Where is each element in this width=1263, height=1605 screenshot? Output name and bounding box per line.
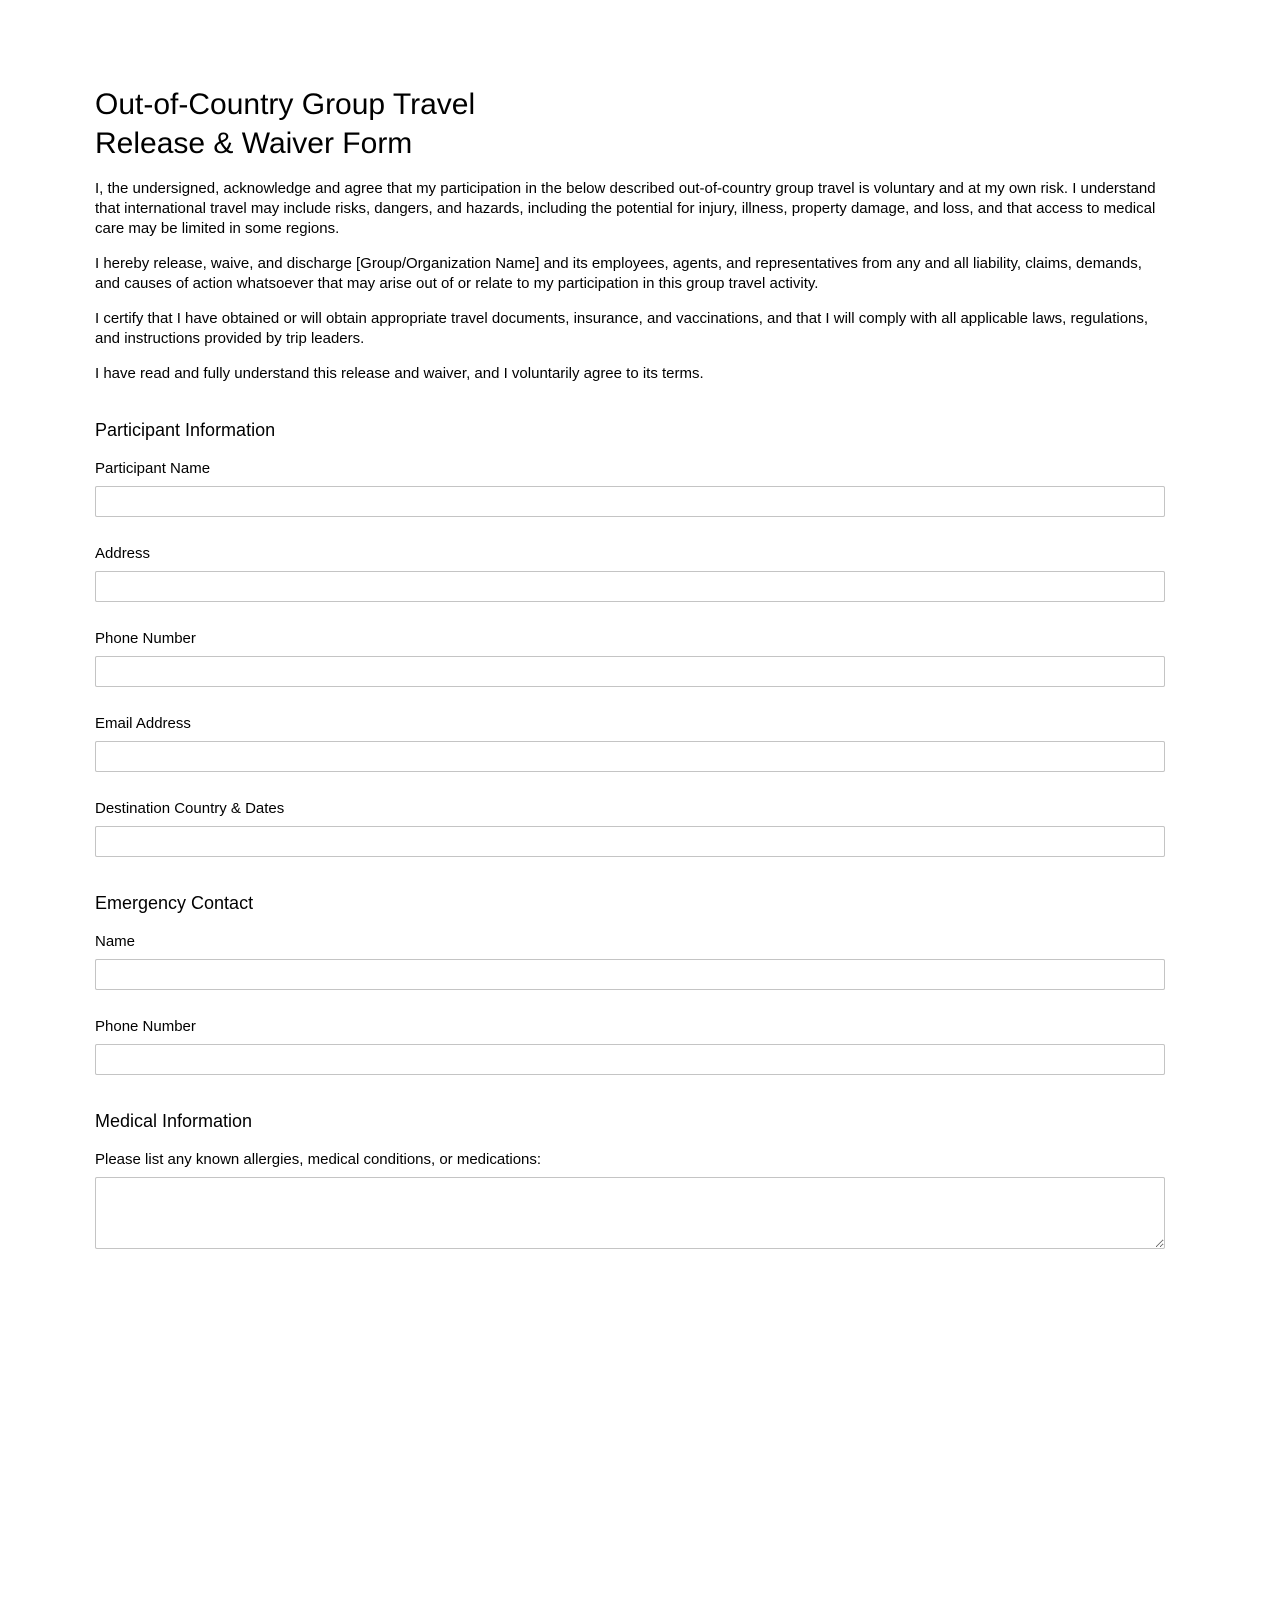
address-field [95, 545, 1165, 602]
emergency-phone-label: Phone Number [95, 1018, 196, 1035]
emergency-phone-field [95, 1018, 1165, 1075]
intro-paragraph-agreement: I have read and fully understand this release and waiver, and I voluntarily agree to its terms. [95, 365, 704, 382]
section-medical-information [95, 1111, 1165, 1249]
email-address-input[interactable] [95, 741, 1165, 772]
email-address-field [95, 715, 1165, 772]
medical-info-textarea[interactable] [95, 1177, 1165, 1249]
emergency-contact-heading: Emergency Contact [95, 893, 254, 913]
phone-number-label: Phone Number [95, 630, 196, 647]
section-emergency-contact [95, 893, 1165, 1075]
page-title [95, 85, 1165, 163]
medical-info-field [95, 1151, 1165, 1249]
emergency-name-label: Name [95, 933, 136, 950]
participant-name-label: Participant Name [95, 460, 211, 477]
participant-information-heading: Participant Information [95, 420, 276, 440]
participant-name-field [95, 460, 1165, 517]
medical-information-heading: Medical Information [95, 1111, 253, 1131]
section-participant-information [95, 420, 1165, 857]
phone-number-field [95, 630, 1165, 687]
page-title-line-1: Out-of-Country Group Travel [95, 88, 476, 121]
emergency-name-input[interactable] [95, 959, 1165, 990]
phone-number-input[interactable] [95, 656, 1165, 687]
participant-name-input[interactable] [95, 486, 1165, 517]
emergency-phone-input[interactable] [95, 1044, 1165, 1075]
page-title-line-2: Release & Waiver Form [95, 127, 413, 160]
intro-paragraph-risk: I, the undersigned, acknowledge and agree that my participation in the below described out-of-country group travel is voluntary and at my own risk. I understand that international travel may include risks, dangers, and hazards, including the potential for injury, illness, property damage, and loss, and that access to medical care may be limited in some regions. [95, 180, 1156, 237]
address-input[interactable] [95, 571, 1165, 602]
destination-field [95, 800, 1165, 857]
address-label: Address [95, 545, 151, 562]
destination-input[interactable] [95, 826, 1165, 857]
intro-paragraph-certify: I certify that I have obtained or will obtain appropriate travel documents, insurance, and vaccinations, and that I will comply with all applicable laws, regulations, and instructions provided by trip leaders. [95, 310, 1149, 347]
medical-info-label: Please list any known allergies, medical conditions, or medications: [95, 1151, 542, 1168]
emergency-name-field [95, 933, 1165, 990]
destination-label: Destination Country & Dates [95, 800, 285, 817]
email-address-label: Email Address [95, 715, 191, 732]
intro-paragraph-release: I hereby release, waive, and discharge [Group/Organization Name] and its employees, agents, and representatives from any and all liability, claims, demands, and causes of action whatsoever that may arise out of or relate to my participation in this group travel activity. [95, 255, 1142, 292]
